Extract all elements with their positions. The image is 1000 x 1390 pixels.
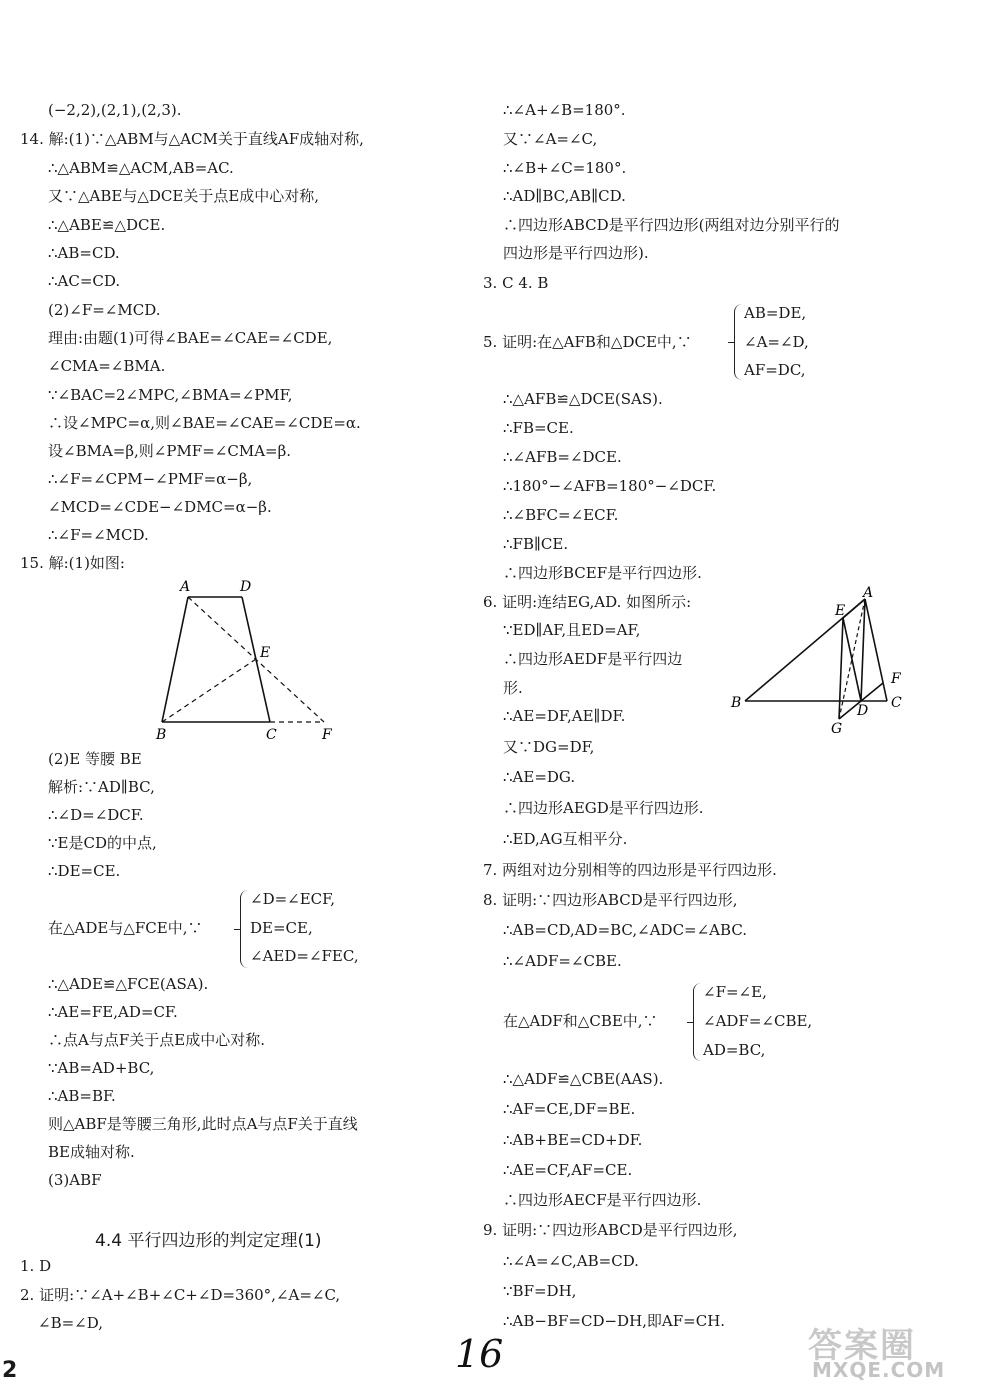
text-line: BE成轴对称. <box>48 1143 135 1161</box>
text-line: ∴AC=CD. <box>48 272 121 290</box>
text-line: 则△ABF是等腰三角形,此时点A与点F关于直线 <box>48 1115 358 1133</box>
text-line: ∴AE=DF,AE∥DF. <box>503 707 626 725</box>
text-line: ∴△ADE≌△FCE(ASA). <box>48 975 209 993</box>
problem-8: 8. 证明:∵四边形ABCD是平行四边形, <box>483 891 738 909</box>
text-line: ∴AB=CD,AD=BC,∠ADC=∠ABC. <box>503 921 748 939</box>
text-line: ∵AB=AD+BC, <box>48 1059 155 1077</box>
text-line: ∴FB=CE. <box>503 419 574 437</box>
label-F: F <box>322 727 332 743</box>
system-line: ∠D=∠ECF, <box>250 890 335 908</box>
system-line: AD=BC, <box>703 1041 766 1059</box>
label-D: D <box>240 579 252 595</box>
problem-15: 15. 解:(1)如图: <box>20 554 125 572</box>
text-line: ∴四边形BCEF是平行四边形. <box>503 564 702 582</box>
text-line: ∴△ABM≌△ACM,AB=AC. <box>48 159 234 177</box>
answers-3-4: 3. C 4. B <box>483 274 549 292</box>
system-line: ∠ADF=∠CBE, <box>703 1012 813 1030</box>
label-A: A <box>180 579 191 595</box>
text-line: ∴△AFB≌△DCE(SAS). <box>503 390 663 408</box>
brace <box>240 890 249 968</box>
label-F: F <box>891 671 901 687</box>
problem-2: 2. 证明:∵∠A+∠B+∠C+∠D=360°,∠A=∠C, <box>20 1286 341 1304</box>
text-line: 又∵△ABE与△DCE关于点E成中心对称, <box>48 187 320 205</box>
trapezoid-figure <box>150 575 350 745</box>
text-line: 解析:∵AD∥BC, <box>48 778 155 796</box>
brace <box>693 983 702 1061</box>
text-line: ∴AB+BE=CD+DF. <box>503 1131 643 1149</box>
system-line: ∠AED=∠FEC, <box>250 947 359 965</box>
problem-6: 6. 证明:连结EG,AD. 如图所示: <box>483 593 692 611</box>
text-line: ∠CMA=∠BMA. <box>48 357 166 375</box>
label-C: C <box>266 727 277 743</box>
text-line: ∴∠F=∠CPM−∠PMF=α−β, <box>48 470 253 488</box>
text-line: ∴AB=CD. <box>48 244 120 262</box>
text-line: ∴∠A+∠B=180°. <box>503 101 626 119</box>
text-line: ∴AE=CF,AF=CE. <box>503 1161 633 1179</box>
text-line: ∴∠BFC=∠ECF. <box>503 506 619 524</box>
text-line: ∴设∠MPC=α,则∠BAE=∠CAE=∠CDE=α. <box>48 414 361 432</box>
watermark-chars: 答案圈 <box>808 1326 916 1366</box>
text-line: ∴∠ADF=∠CBE. <box>503 952 622 970</box>
text-line: ∴△ADF≌△CBE(AAS). <box>503 1070 664 1088</box>
label-D: D <box>857 703 869 719</box>
text-line: ∴点A与点F关于点E成中心对称. <box>48 1031 265 1049</box>
text-line: ∴AB=BF. <box>48 1087 116 1105</box>
text-line: ∴AE=FE,AD=CF. <box>48 1003 178 1021</box>
page-number: 2 <box>2 1358 18 1383</box>
text-line: ∴四边形ABCD是平行四边形(两组对边分别平行的 <box>503 216 840 234</box>
system-prefix: 在△ADF和△CBE中,∵ <box>503 1012 658 1030</box>
label-B: B <box>156 727 167 743</box>
text-line: ∴∠F=∠MCD. <box>48 526 149 544</box>
text-line: ∴DE=CE. <box>48 862 121 880</box>
label-E: E <box>260 645 271 661</box>
text-line: ∴ED,AG互相平分. <box>503 830 628 848</box>
text-line: ∴四边形AEDF是平行四边 <box>503 650 683 668</box>
text-line: ∴180°−∠AFB=180°−∠DCF. <box>503 477 717 495</box>
text-line: ∠B=∠D, <box>38 1314 103 1332</box>
text-line: (−2,2),(2,1),(2,3). <box>48 101 182 119</box>
system-line: ∠A=∠D, <box>744 333 809 351</box>
system-line: AB=DE, <box>744 304 807 322</box>
text-line: 又∵DG=DF, <box>503 738 595 756</box>
system-line: DE=CE, <box>250 919 313 937</box>
text-line: ∠MCD=∠CDE−∠DMC=α−β. <box>48 498 272 516</box>
text-line: ∴∠B+∠C=180°. <box>503 159 627 177</box>
text-line: ∵ED∥AF,且ED=AF, <box>503 621 641 639</box>
system-line: ∠F=∠E, <box>703 983 767 1001</box>
text-line: ∴AD∥BC,AB∥CD. <box>503 187 626 205</box>
system-prefix: 在△ADE与△FCE中,∵ <box>48 919 203 937</box>
text-line: ∴∠D=∠DCF. <box>48 806 144 824</box>
section-title: 4.4 平行四边形的判定定理(1) <box>95 1231 322 1251</box>
text-line: (2)E 等腰 BE <box>48 750 142 768</box>
text-line: ∴△ABE≌△DCE. <box>48 216 166 234</box>
problem-14: 14. 解:(1)∵△ABM与△ACM关于直线AF成轴对称, <box>20 130 364 148</box>
system-line: AF=DC, <box>744 361 806 379</box>
triangle-figure <box>725 585 915 735</box>
label-C: C <box>891 695 902 711</box>
handwritten-number: 16 <box>455 1332 504 1376</box>
text-line: ∴AB−BF=CD−DH,即AF=CH. <box>503 1312 726 1330</box>
label-B: B <box>731 695 742 711</box>
watermark-url: MXQE.COM <box>812 1358 946 1382</box>
text-line: ∵∠BAC=2∠MPC,∠BMA=∠PMF, <box>48 386 293 404</box>
text-line: 理由:由题(1)可得∠BAE=∠CAE=∠CDE, <box>48 329 333 347</box>
problem-1: 1. D <box>20 1257 52 1275</box>
text-line: ∴四边形AEGD是平行四边形. <box>503 799 704 817</box>
text-line: ∴FB∥CE. <box>503 535 569 553</box>
problem-9: 9. 证明:∵四边形ABCD是平行四边形, <box>483 1221 738 1239</box>
text-line: 又∵∠A=∠C, <box>503 130 598 148</box>
problem-7: 7. 两组对边分别相等的四边形是平行四边形. <box>483 861 777 879</box>
text-line: ∴AF=CE,DF=BE. <box>503 1100 636 1118</box>
label-E: E <box>835 603 846 619</box>
text-line: 四边形是平行四边形). <box>503 244 649 262</box>
problem-5: 5. 证明:在△AFB和△DCE中,∵ <box>483 333 692 351</box>
text-line: ∴四边形AECF是平行四边形. <box>503 1191 702 1209</box>
text-line: (3)ABF <box>48 1171 102 1189</box>
brace <box>734 304 743 380</box>
text-line: ∴∠AFB=∠DCE. <box>503 448 622 466</box>
text-line: ∴∠A=∠C,AB=CD. <box>503 1252 639 1270</box>
text-line: ∵BF=DH, <box>503 1282 577 1300</box>
text-line: ∵E是CD的中点, <box>48 834 157 852</box>
text-line: 设∠BMA=β,则∠PMF=∠CMA=β. <box>48 442 292 460</box>
text-line: 形. <box>503 679 523 697</box>
label-A: A <box>863 585 874 601</box>
label-G: G <box>831 721 843 735</box>
text-line: ∴AE=DG. <box>503 768 576 786</box>
text-line: (2)∠F=∠MCD. <box>48 301 161 319</box>
